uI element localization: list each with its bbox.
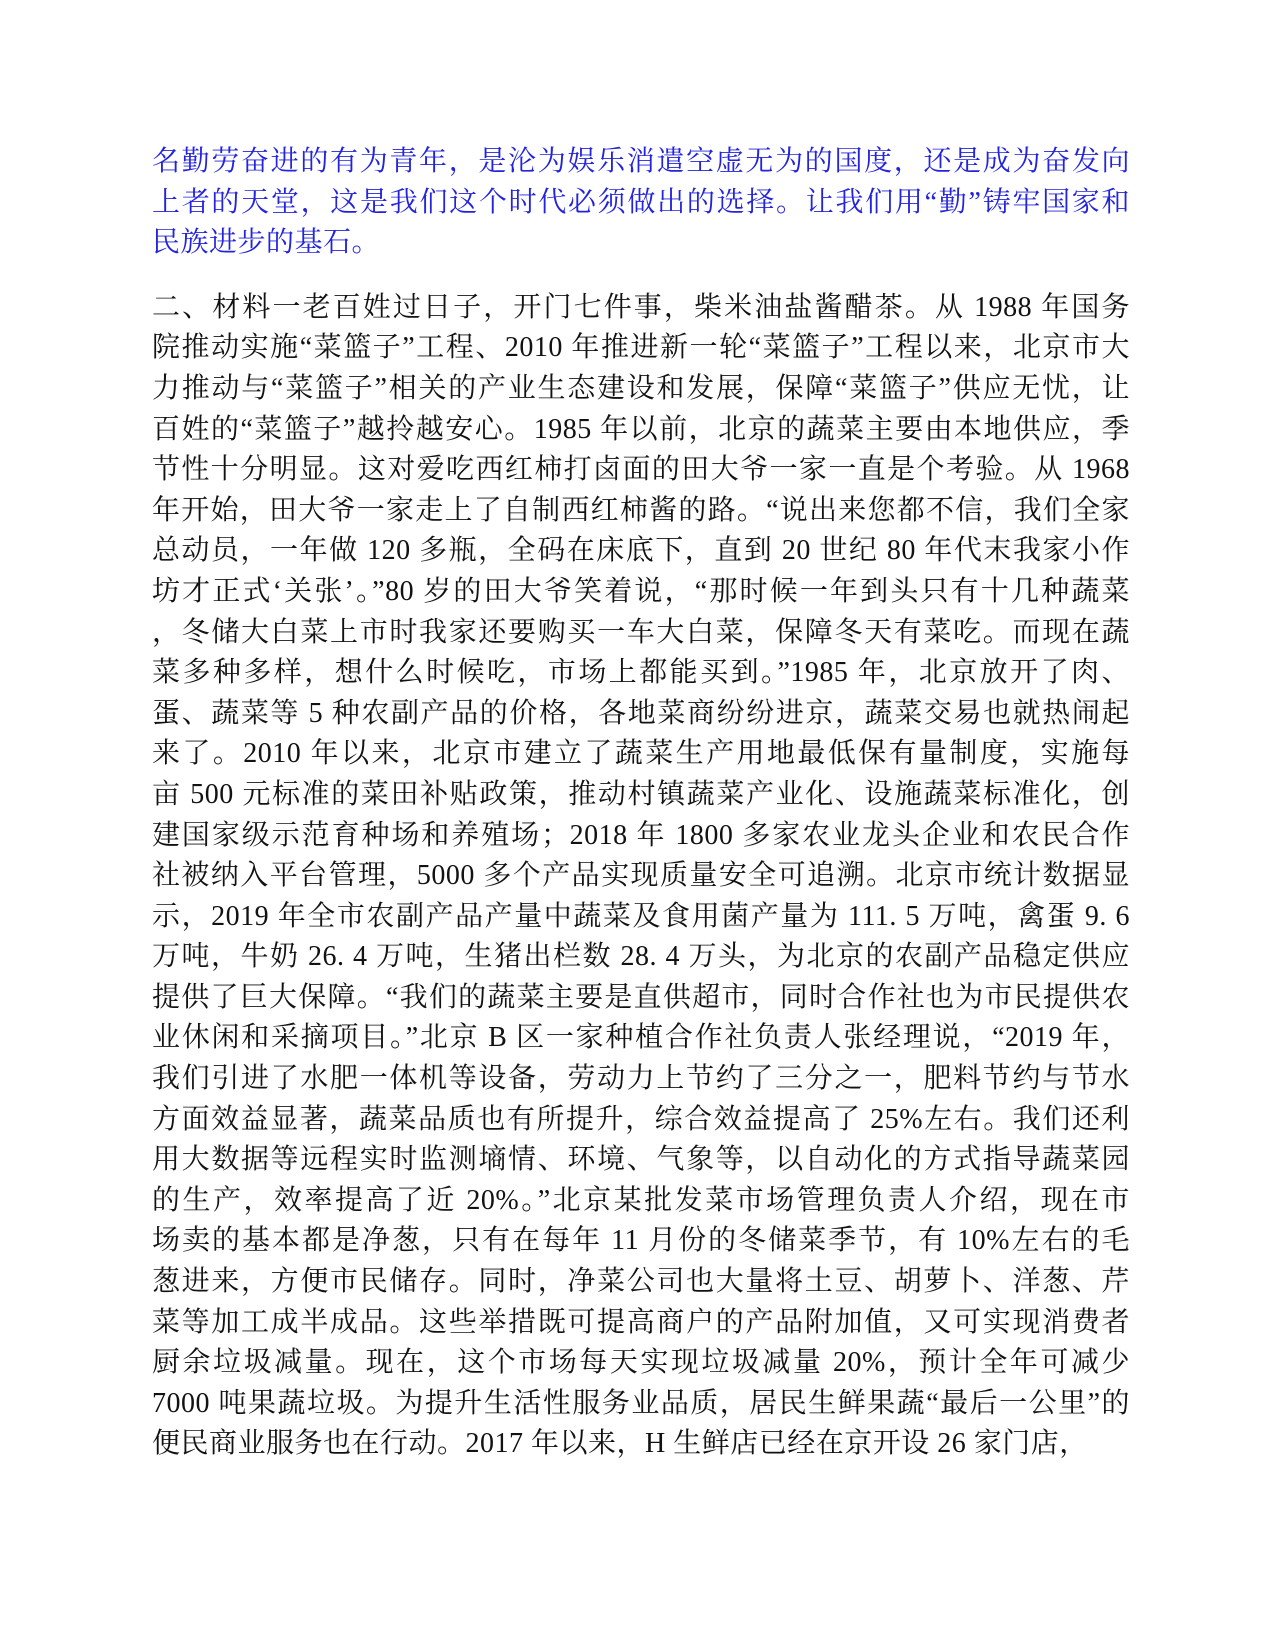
text-line: 的生产，效率提高了近 20%。”北京某批发菜市场管理负责人介绍，现在市 (152, 1184, 1130, 1216)
text-line: 提供了巨大保障。“我们的蔬菜主要是直供超市，同时合作社也为市民提供农 (152, 981, 1130, 1013)
text-line: 百姓的“菜篮子”越拎越安心。1985 年以前，北京的蔬菜主要由本地供应，季 (152, 413, 1130, 445)
text-line: 力推动与“菜篮子”相关的产业生态建设和发展，保障“菜篮子”供应无忧，让 (152, 372, 1130, 404)
text-line: 来了。2010 年以来，北京市建立了蔬菜生产用地最低保有量制度，实施每 (152, 738, 1130, 770)
text-line: 用大数据等远程实时监测墒情、环境、气象等，以自动化的方式指导蔬菜园 (152, 1144, 1130, 1176)
paragraph-material-two (152, 288, 1130, 1465)
text-line: 建国家级示范育种场和养殖场；2018 年 1800 多家农业龙头企业和农民合作 (152, 819, 1130, 851)
text-line: 亩 500 元标准的菜田补贴政策，推动村镇蔬菜产业化、设施蔬菜标准化，创 (152, 778, 1130, 810)
text-line: 社被纳入平台管理，5000 多个产品实现质量安全可追溯。北京市统计数据显 (152, 860, 1130, 892)
text-line: 节性十分明显。这对爱吃西红柿打卤面的田大爷一家一直是个考验。从 1968 (152, 454, 1130, 486)
text-line: 院推动实施“菜篮子”工程、2010 年推进新一轮“菜篮子”工程以来，北京市大 (152, 332, 1130, 364)
text-line: 葱进来，方便市民储存。同时，净菜公司也大量将土豆、胡萝卜、洋葱、芹 (152, 1266, 1130, 1298)
text-line: 蛋、蔬菜等 5 种农副产品的价格，各地菜商纷纷进京，蔬菜交易也就热闹起 (152, 697, 1130, 729)
text-line: 方面效益显著，蔬菜品质也有所提升，综合效益提高了 25%左右。我们还利 (152, 1103, 1130, 1135)
text-line: 二、材料一老百姓过日子，开门七件事，柴米油盐酱醋茶。从 1988 年国务 (152, 291, 1130, 323)
text-line: 名勤劳奋进的有为青年，是沦为娱乐消遣空虚无为的国度，还是成为奋发向 (152, 146, 1130, 177)
paragraph-conclusion-blue (152, 142, 1130, 264)
text-line: 我们引进了水肥一体机等设备，劳动力上节约了三分之一，肥料节约与节水 (152, 1063, 1130, 1095)
text-line: 便民商业服务也在行动。2017 年以来，H 生鲜店已经在京开设 26 家门店， (152, 1428, 1088, 1460)
text-line: 示，2019 年全市农副产品产量中蔬菜及食用菌产量为 111. 5 万吨，禽蛋 9. 6 (152, 900, 1130, 932)
text-line: 菜多种多样，想什么时候吃，市场上都能买到。”1985 年，北京放开了肉、 (152, 657, 1130, 689)
text-line: 民族进步的基石。 (152, 227, 381, 259)
text-line: 7000 吨果蔬垃圾。为提升生活性服务业品质，居民生鲜果蔬“最后一公里”的 (152, 1387, 1130, 1419)
text-line: 年开始，田大爷一家走上了自制西红柿酱的路。“说出来您都不信，我们全家 (152, 494, 1130, 526)
text-line: 厨余垃圾减量。现在，这个市场每天实现垃圾减量 20%，预计全年可减少 (152, 1347, 1130, 1379)
page-content (152, 142, 1130, 1465)
text-line: 万吨，牛奶 26. 4 万吨，生猪出栏数 28. 4 万头，为北京的农副产品稳定供应 (152, 941, 1130, 973)
text-line: 坊才正式‘关张’。”80 岁的田大爷笑着说，“那时候一年到头只有十几种蔬菜 (152, 575, 1130, 607)
text-line: ，冬储大白菜上市时我家还要购买一车大白菜，保障冬天有菜吃。而现在蔬 (152, 616, 1130, 648)
text-line: 上者的天堂，这是我们这个时代必须做出的选择。让我们用“勤”铸牢国家和 (152, 186, 1130, 218)
text-line: 总动员，一年做 120 多瓶，全码在床底下，直到 20 世纪 80 年代末我家小作 (152, 535, 1130, 567)
text-line: 业休闲和采摘项目。”北京 B 区一家种植合作社负责人张经理说，“2019 年， (152, 1022, 1130, 1054)
text-line: 菜等加工成半成品。这些举措既可提高商户的产品附加值，又可实现消费者 (152, 1306, 1130, 1338)
text-line: 场卖的基本都是净葱，只有在每年 11 月份的冬储菜季节，有 10%左右的毛 (152, 1225, 1130, 1257)
